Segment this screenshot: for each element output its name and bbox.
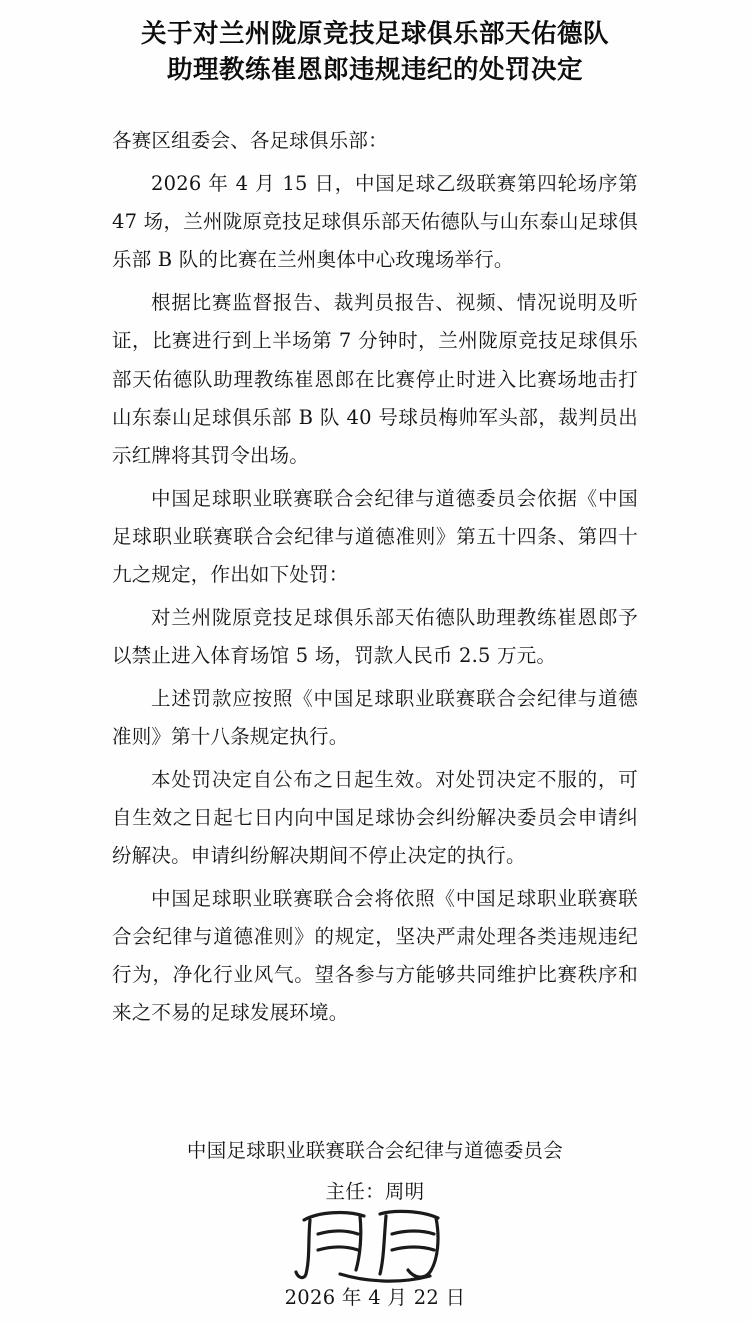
handwritten-signature-icon (0, 1200, 750, 1286)
paragraph-5: 上述罚款应按照《中国足球职业联赛联合会纪律与道德准则》第十八条规定执行。 (112, 686, 638, 748)
paragraph-4: 对兰州陇原竞技足球俱乐部天佑德队助理教练崔恩郎予以禁止进入体育场馆 5 场，罚款人民币 2.5 万元。 (112, 605, 638, 667)
issuing-organization: 中国足球职业联赛联合会纪律与道德委员会 (186, 1138, 564, 1162)
signatory-role: 主任：周明 (325, 1179, 425, 1203)
page-title-line-1: 关于对兰州陇原竞技足球俱乐部天佑德队 (140, 19, 609, 49)
paragraph-6: 本处罚决定自公布之日起生效。对处罚决定不服的，可自生效之日起七日内向中国足球协会纠纷解决委员会申请纠纷解决。申请纠纷解决期间不停止决定的执行。 (112, 767, 638, 867)
signature-block (0, 1134, 750, 1310)
document-body (0, 122, 750, 1031)
paragraph-1: 2026 年 4 月 15 日，中国足球乙级联赛第四轮场序第 47 场，兰州陇原竞技足球俱乐部天佑德队与山东泰山足球俱乐部 B 队的比赛在兰州奥体中心玫瑰场举行。 (112, 172, 638, 272)
paragraph-2: 根据比赛监督报告、裁判员报告、视频、情况说明及听证，比赛进行到上半场第 7 分钟时，兰州陇原竞技足球俱乐部天佑德队助理教练崔恩郎在比赛停止时进入比赛场地击打山东泰山足球俱乐部 B 队 40 号球员梅帅军头部，裁判员出示红牌将其罚令出场。 (112, 291, 638, 467)
salutation: 各赛区组委会、各足球俱乐部： (112, 129, 388, 153)
paragraph-7: 中国足球职业联赛联合会将依照《中国足球职业联赛联合会纪律与道德准则》的规定，坚决严肃处理各类违规违纪行为，净化行业风气。望各参与方能够共同维护比赛秩序和来之不易的足球发展环境。 (112, 886, 638, 1024)
signature-date: 2026 年 4 月 22 日 (284, 1286, 466, 1309)
paragraph-3: 中国足球职业联赛联合会纪律与道德委员会依据《中国足球职业联赛联合会纪律与道德准则》第五十四条、第四十九之规定，作出如下处罚： (112, 486, 638, 586)
page-title (0, 0, 750, 88)
page-title-line-2: 助理教练崔恩郎违规违纪的处罚决定 (166, 55, 583, 86)
